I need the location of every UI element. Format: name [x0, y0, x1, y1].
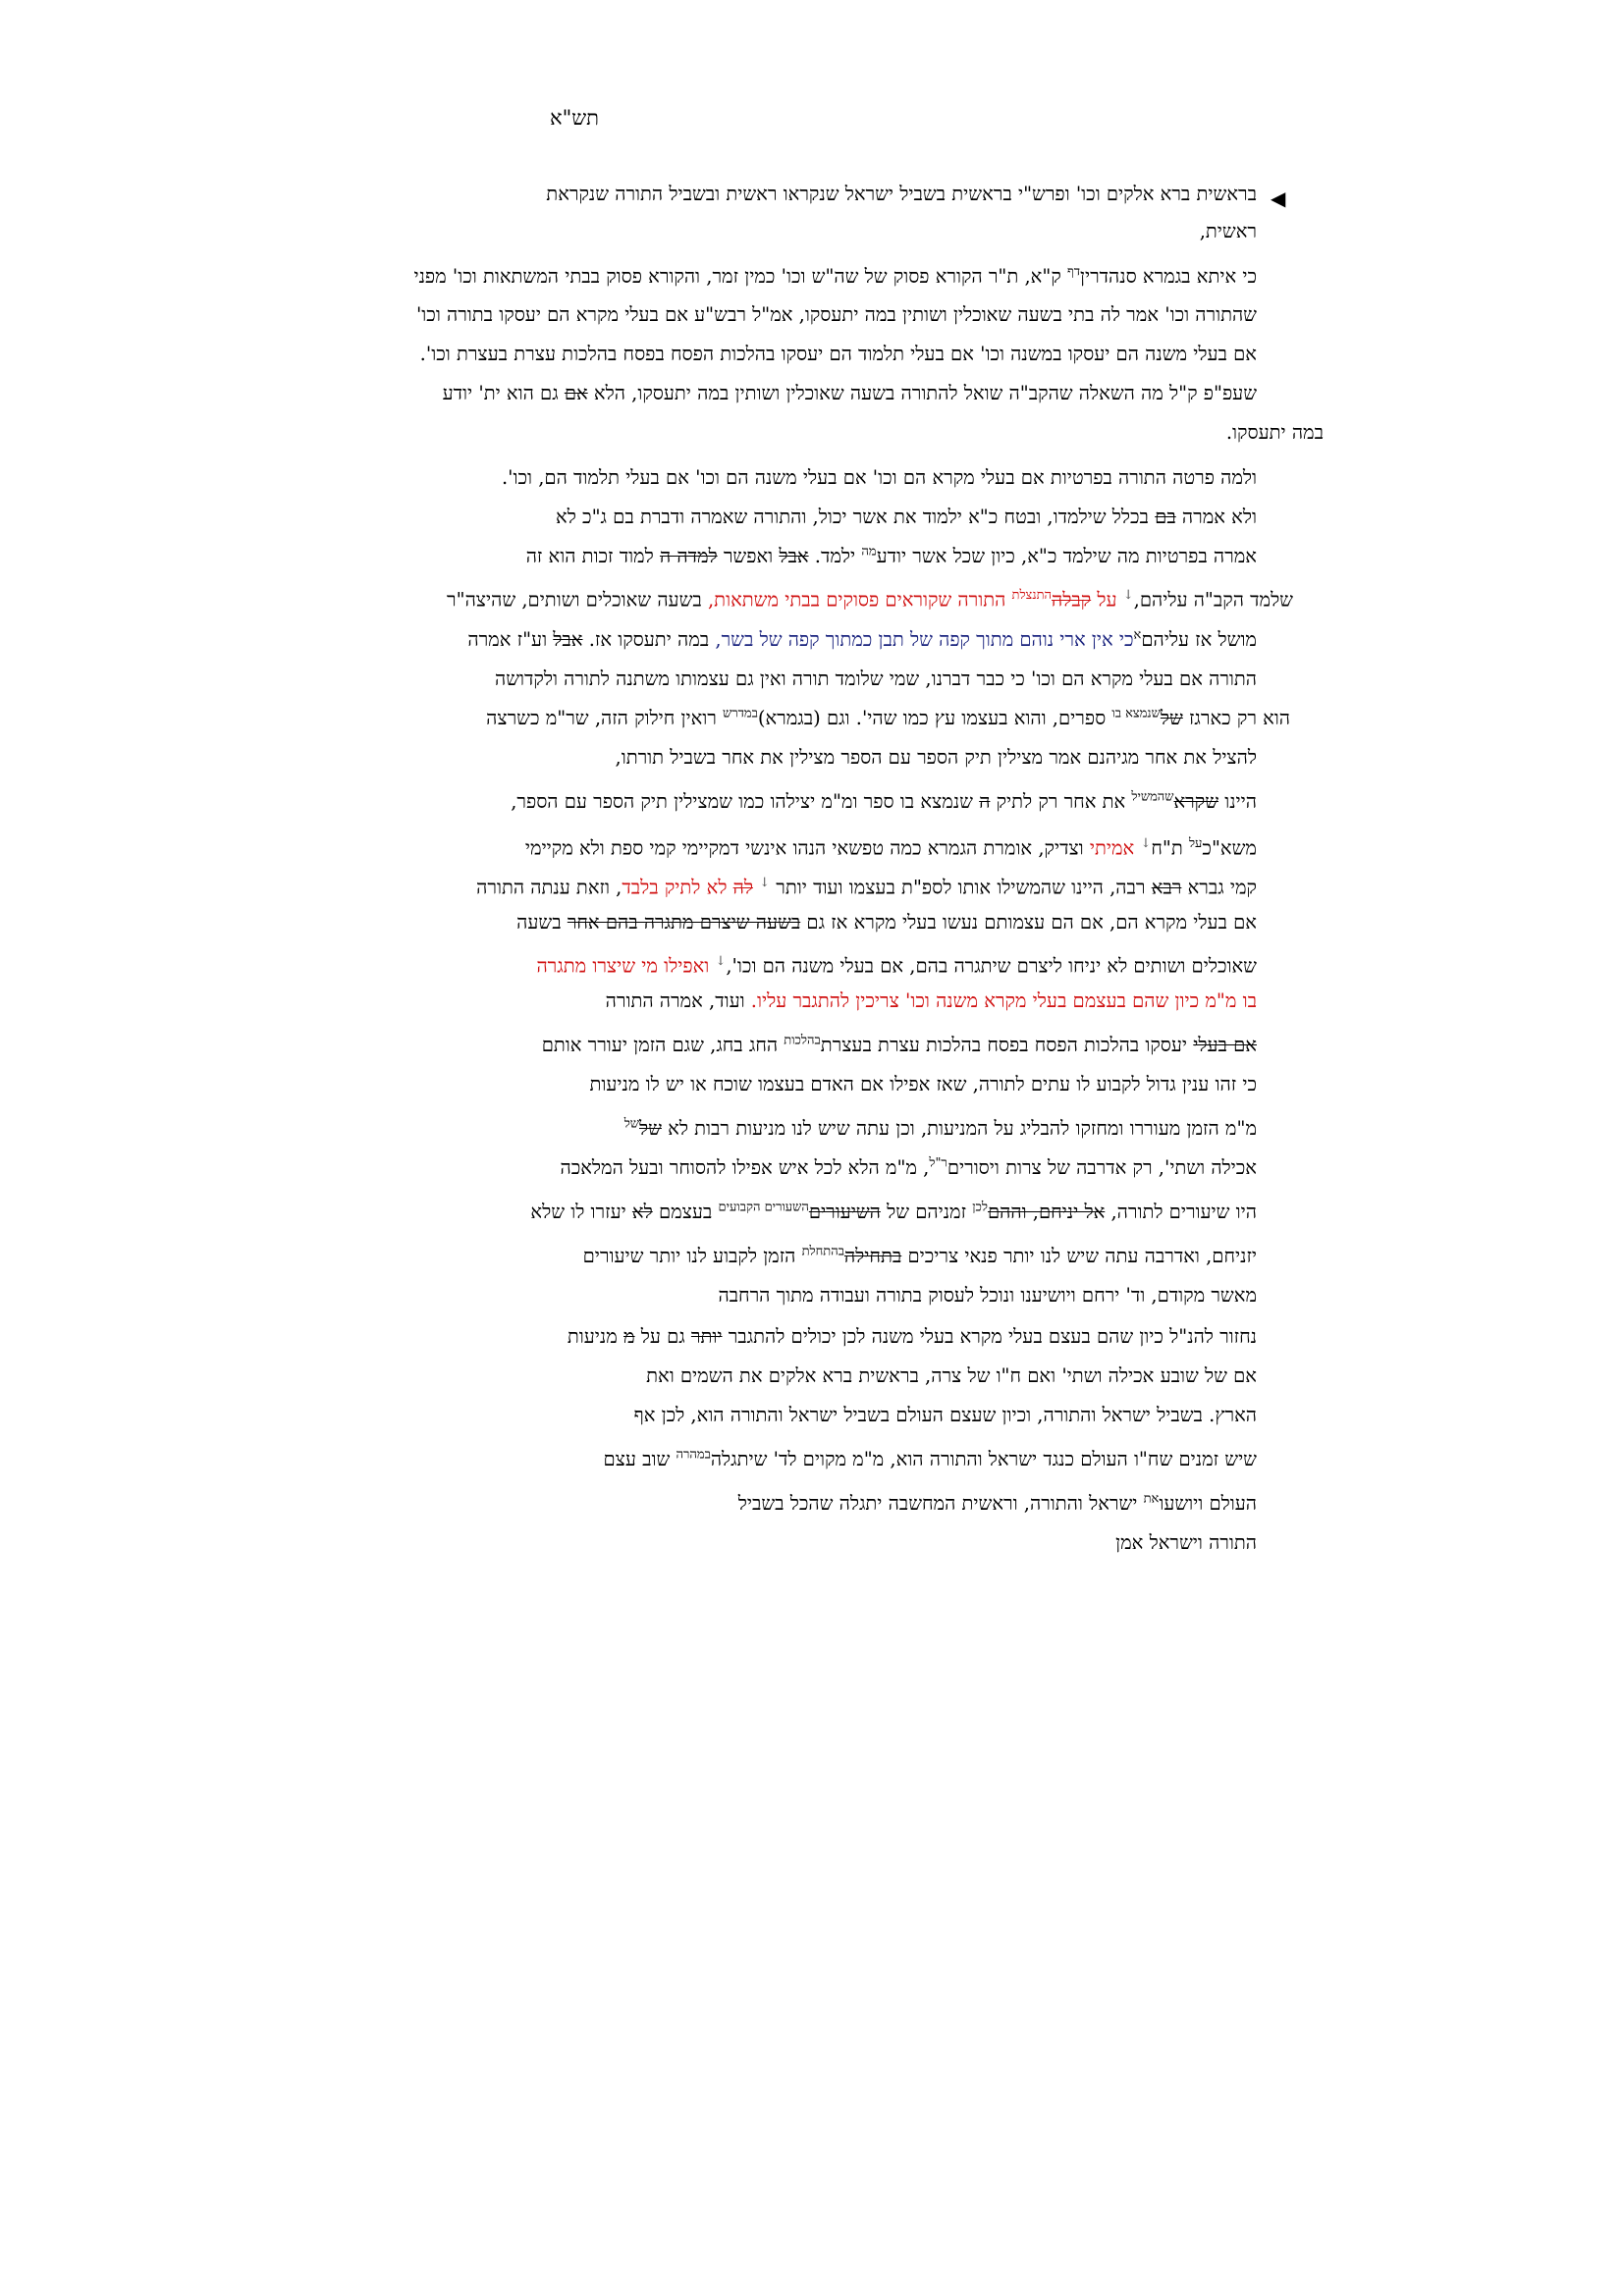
text-line — [634, 1404, 1257, 1427]
text-line — [624, 1117, 1257, 1141]
text-segment: שהתורה וכו' אמר לה בתי בשעה שאוכלין ושותין במה יתעסקו, אמ"ל רבש"ע אם בעלי מקרא הם יעסקו בתורה וכו' — [415, 303, 1257, 326]
text-segment: משא"כ — [1202, 836, 1257, 860]
text-segment: רבה, היינו שהמשילו אותו לספ"ת בעצמו ועוד יותר — [770, 876, 1152, 899]
text-segment: יעסקו בהלכות הפסח בפסח בהלכות עצרת בעצרת — [820, 1034, 1194, 1056]
text-segment: וע"ז אמרה — [467, 628, 554, 651]
struck-word: לה — [732, 876, 753, 899]
struck-word: קבלה — [1052, 588, 1092, 612]
text-segment: שיש זמנים שח"ו העולם כנגד ישראל והתורה הוא, מ"מ מקוים לד' שיתגלה — [710, 1448, 1257, 1470]
text-segment: בשעה שאוכלים ושותים, שהיצה"ר — [447, 588, 708, 612]
inserted-word: במדרש — [723, 706, 758, 721]
text-line — [467, 628, 1257, 652]
text-segment: גם הוא ית' יודע — [442, 382, 565, 404]
insert-arrow-icon: ↓ — [1122, 588, 1134, 603]
text-line — [413, 265, 1257, 289]
struck-word: אל יניחם, וההם — [987, 1201, 1106, 1223]
text-segment: גם על — [634, 1325, 691, 1348]
struck-word: יותר — [690, 1325, 723, 1348]
inserted-word: את — [1143, 1491, 1160, 1507]
struck-word: רבא — [1151, 876, 1182, 899]
text-segment: בשעה — [516, 911, 568, 934]
text-line — [1200, 220, 1257, 243]
text-segment: בעצמם — [652, 1201, 719, 1223]
text-segment: אם בעלי משנה הם יעסקו במשנה וכו' אם בעלי תלמוד הם יעסקו בהלכות הפסח בפסח בהלכות עצרת בעצרת וכו'. — [419, 343, 1257, 365]
text-segment: ועוד, אמרה התורה — [605, 989, 751, 1012]
text-segment: החג בחג, שגם הזמן יעורר אותם — [541, 1034, 784, 1056]
text-segment: אמרה בפרטיות מה שילמד כ"א, כיון שכל אשר יודע — [876, 545, 1257, 567]
text-segment: ואפילו מי שיצרו מתגרה — [536, 954, 716, 978]
inserted-word: בהתחלת — [801, 1244, 844, 1259]
struck-word: ה — [979, 790, 991, 813]
text-line — [416, 303, 1257, 327]
text-segment: בראשית ברא אלקים וכו' ופרש"י בראשית בשביל ישראל שנקראו ראשית ובשביל התורה שנקראת — [546, 183, 1257, 205]
struck-word: בשעה שיצרם מתגרה בהם אחר — [567, 911, 801, 934]
text-segment: התורה אם בעלי מקרא הם וכו' כי כבר דברנו, שמי שלומד תורה ואין גם עצמותו משתנה לתורה ולקדושה — [495, 667, 1257, 690]
text-line — [616, 746, 1258, 770]
text-segment: התורה שקוראים פסוקים בבתי משתאות, — [707, 588, 1012, 612]
text-segment: אמיתי — [1089, 836, 1141, 860]
text-line — [738, 1492, 1257, 1516]
text-line — [646, 1364, 1257, 1388]
inserted-word: דף — [1066, 264, 1080, 280]
text-line — [556, 506, 1257, 529]
text-segment: מאשר מקודם, וד' ירחם ויושיענו ונוכל לעסוק בתורה ועבודה מתוך הרחבה — [718, 1284, 1257, 1307]
text-segment: אכילה ושתי', רק אדרבה של צרות ויסורים — [947, 1156, 1257, 1179]
text-segment: זמניהם של — [880, 1201, 973, 1223]
text-segment: , מ"מ הלא לכל איש אפילו להסוחר ובעל המלאכה — [560, 1156, 930, 1179]
text-segment: מושל אז עליהם — [1141, 628, 1257, 651]
text-line — [606, 989, 1257, 1013]
text-line — [718, 1284, 1257, 1308]
text-segment: אם בעלי מקרא הם, אם הם עצמותם נעשו בעלי מקרא אז גם — [800, 911, 1257, 934]
text-line — [525, 832, 1257, 861]
struck-word: אם — [564, 382, 588, 404]
text-segment: יעזרו לו שלא — [530, 1201, 632, 1223]
inserted-word: על — [1188, 836, 1203, 851]
text-segment: רואין חילוק הזה, שר"מ כשרצה — [486, 707, 724, 729]
text-line — [476, 872, 1257, 900]
text-segment: להציל את אחר מגיהנם אמר מצילין תיק הספר עם הספר מצילין את אחר בשביל תורתו, — [615, 746, 1257, 769]
struck-word: שקרא — [1173, 790, 1219, 813]
text-segment: ולא אמרה — [1175, 506, 1257, 528]
inserted-word: השעורים הקבועים — [718, 1200, 809, 1215]
text-segment: יזניחם, ואדרבה עתה שיש לנו יותר פנאי צריכים — [901, 1245, 1257, 1267]
struck-word: למדה ה — [659, 545, 718, 567]
struck-word: השיעורים — [808, 1201, 881, 1223]
text-segment: שאוכלים ושותים לא יניחו ליצרם שיתגרה בהם, אם בעלי משנה הם וכו', — [726, 954, 1257, 978]
inserted-word: במהרה — [676, 1447, 711, 1463]
text-segment: הזמן לקבוע לנו יותר שיעורים — [582, 1245, 802, 1267]
text-line — [516, 911, 1257, 934]
struck-word: בתחילה — [843, 1245, 902, 1267]
text-segment: כי איתא בגמרא סנהדרין — [1079, 265, 1257, 288]
struck-word: לא — [631, 1201, 653, 1223]
text-segment: ואפשר — [717, 545, 780, 567]
text-line — [495, 667, 1257, 691]
text-segment: העולם ויושעו — [1159, 1492, 1257, 1515]
text-segment: מ"מ הזמן מעוררו ומחזקו להבליג על המניעות, וכן עתה שיש לנו מניעות רבות לא — [661, 1117, 1257, 1140]
text-segment: במה יתעסקו אז. — [582, 628, 716, 651]
text-segment: למוד זכות הוא זה — [525, 545, 660, 567]
text-segment: , וזאת ענתה התורה — [476, 876, 622, 899]
text-segment: וצדיק, אומרת הגמרא כמה טפשאי הנהו אינשי דמקיימי קמי ספת ולא מקיימי — [524, 836, 1090, 860]
text-segment: שנמצא בו ספר ומ"מ יצילהו כמו שמצילין תיק הספר עם הספר, — [511, 790, 980, 813]
inserted-word: מה — [861, 544, 877, 560]
text-segment: ת"ח — [1151, 836, 1189, 860]
text-line — [511, 790, 1257, 814]
text-line — [590, 1073, 1257, 1096]
text-line — [542, 1034, 1257, 1057]
bullet-marker-icon: ◀ — [1271, 187, 1286, 210]
text-line — [420, 343, 1257, 366]
text-segment: היינו — [1218, 790, 1257, 813]
inserted-word: שהמשיל — [1131, 789, 1174, 805]
text-segment: היו שיעורים לתורה, — [1105, 1201, 1257, 1223]
insert-arrow-icon: ↓ — [1140, 836, 1152, 851]
text-segment: שלמד הקב"ה עליהם, — [1133, 588, 1293, 612]
inserted-word: ר"ל — [929, 1155, 947, 1171]
text-line — [536, 950, 1257, 979]
page-year-header: תש"א — [550, 106, 599, 130]
insert-arrow-icon: ↓ — [759, 876, 771, 890]
text-line — [560, 1156, 1257, 1180]
text-segment: לא לתיק בלבד — [622, 876, 733, 899]
struck-word: בם — [1155, 506, 1176, 528]
text-segment: התורה וישראל אמן — [1115, 1531, 1257, 1554]
text-line — [583, 1245, 1257, 1268]
text-segment: שעפ"פ ק"ל מה השאלה שהקב"ה שואל להתורה בשעה שאוכלין ושותין במה יתעסקו, הלא — [587, 382, 1257, 404]
text-segment: קמי גברא — [1181, 876, 1257, 899]
text-segment: שוב עצם — [603, 1448, 676, 1470]
text-line — [1226, 421, 1324, 445]
text-segment: את אחר רק לתיק — [990, 790, 1132, 813]
text-segment: מניעות — [567, 1325, 623, 1348]
text-segment: ילמד. — [808, 545, 862, 567]
text-segment: בו מ"מ כיון שהם בעצמם בעלי מקרא משנה וכו' צריכין להתגבר עליו. — [750, 989, 1257, 1012]
struck-word: אבל — [779, 545, 809, 567]
text-segment: הארץ. בשביל ישראל והתורה, וכיון שעצם העולם בשביל ישראל והתורה הוא, לכן אף — [633, 1404, 1257, 1426]
text-line — [486, 707, 1290, 730]
text-line — [443, 382, 1257, 405]
text-segment: כי זהו ענין גדול לקבוע לו עתים לתורה, שאז אפילו אם האדם בעצמו שוכח או יש לו מניעות — [589, 1073, 1257, 1095]
struck-word: אבל — [553, 628, 583, 651]
text-segment: ישראל והתורה, וראשית המחשבה יתגלה שהכל בשביל — [737, 1492, 1144, 1515]
text-segment: אם של שובע אכילה ושתי' ואם ח"ו של צרה, בראשית ברא אלקים את השמים ואת — [646, 1364, 1257, 1387]
struck-word: של — [1160, 707, 1183, 729]
inserted-word: א — [1133, 627, 1142, 643]
struck-word: מ — [623, 1325, 635, 1348]
text-segment: ולמה פרטה התורה בפרטיות אם בעלי מקרא הם וכו' אם בעלי משנה הם וכו' אם בעלי תלמוד הם, וכו'. — [501, 466, 1257, 489]
struck-word: אם בעלי — [1193, 1034, 1257, 1056]
text-segment: הוא רק כארגז — [1182, 707, 1290, 729]
text-line — [604, 1448, 1258, 1471]
text-segment: ק"א, ת"ר הקורא פסוק של שה"ש וכו' כמין זמר, והקורא פסוק בבתי המשתאות וכו' מפני — [413, 265, 1067, 288]
inserted-word: של — [623, 1116, 639, 1132]
struck-word: של — [639, 1117, 662, 1140]
text-line — [568, 1325, 1257, 1349]
text-line — [1115, 1531, 1257, 1555]
text-segment: על — [1091, 588, 1117, 612]
text-line — [530, 1201, 1257, 1224]
insert-arrow-icon: ↓ — [715, 954, 727, 969]
inserted-word: לכן — [972, 1200, 988, 1215]
text-segment: בכלל שילמדו, ובטח כ"א ילמוד את אשר יכול, והתורה שאמרה ודברת בם ג"כ לא — [556, 506, 1156, 528]
text-segment: במה יתעסקו. — [1225, 421, 1324, 444]
text-line — [546, 183, 1257, 206]
text-segment: כי אין ארי נוהם מתוך קפה של תבן כמתוך קפה של בשר, — [715, 628, 1134, 651]
text-line — [526, 545, 1257, 568]
inserted-word: בהלכות — [784, 1033, 821, 1048]
inserted-word: שנמצא בו — [1111, 706, 1161, 721]
text-line — [447, 584, 1293, 613]
text-segment: ראשית, — [1199, 220, 1257, 242]
text-line — [502, 466, 1257, 490]
inserted-word: התנצלת — [1011, 588, 1052, 603]
text-segment: נחזור להנ"ל כיון שהם בעצם בעלי מקרא בעלי משנה לכן יכולים להתגבר — [722, 1325, 1257, 1348]
text-segment: ספרים, והוא בעצמו עץ כמו שהי'. וגם (בגמרא) — [757, 707, 1112, 729]
